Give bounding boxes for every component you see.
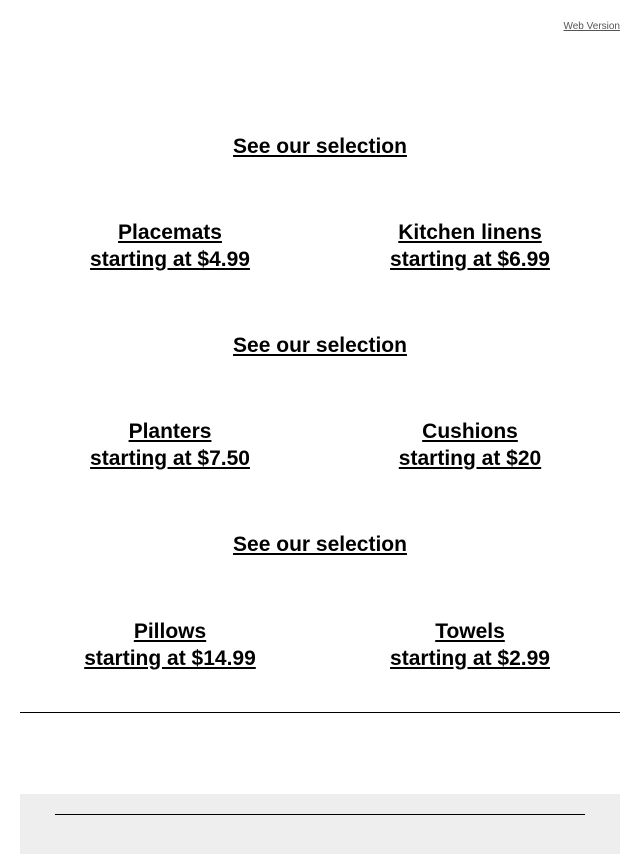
product-name: Placemats [118, 221, 222, 244]
section-2-cta [0, 333, 640, 359]
product-kitchen-linens [320, 220, 620, 273]
product-kitchen-linens-link[interactable] [320, 220, 620, 273]
product-price: starting at $14.99 [84, 646, 256, 670]
footer-divider [55, 814, 585, 815]
product-towels [320, 619, 620, 672]
product-cushions-link[interactable] [320, 419, 620, 472]
product-pillows-link[interactable] [20, 619, 320, 672]
product-name: Cushions [422, 420, 518, 443]
product-price: starting at $6.99 [390, 247, 550, 271]
product-price: starting at $20 [398, 446, 542, 470]
section-3-cta [0, 532, 640, 558]
see-selection-link[interactable]: See our selection [233, 135, 407, 158]
section-1-cta [0, 134, 640, 160]
see-selection-link[interactable]: See our selection [233, 334, 407, 357]
product-price: starting at $7.50 [90, 446, 250, 470]
web-version-link[interactable]: Web Version [563, 21, 620, 32]
product-planters [20, 419, 320, 472]
product-placemats-link[interactable] [20, 220, 320, 273]
product-name: Towels [435, 620, 505, 643]
product-placemats [20, 220, 320, 273]
product-name: Kitchen linens [398, 221, 542, 244]
product-towels-link[interactable] [320, 619, 620, 672]
product-planters-link[interactable] [20, 419, 320, 472]
see-selection-link[interactable]: See our selection [233, 533, 407, 556]
product-price: starting at $4.99 [90, 247, 250, 271]
product-pillows [20, 619, 320, 672]
product-cushions [320, 419, 620, 472]
product-name: Pillows [133, 620, 207, 643]
product-price: starting at $2.99 [390, 646, 550, 670]
footer-panel [20, 794, 620, 854]
product-name: Planters [128, 420, 212, 443]
content-divider [20, 712, 620, 713]
